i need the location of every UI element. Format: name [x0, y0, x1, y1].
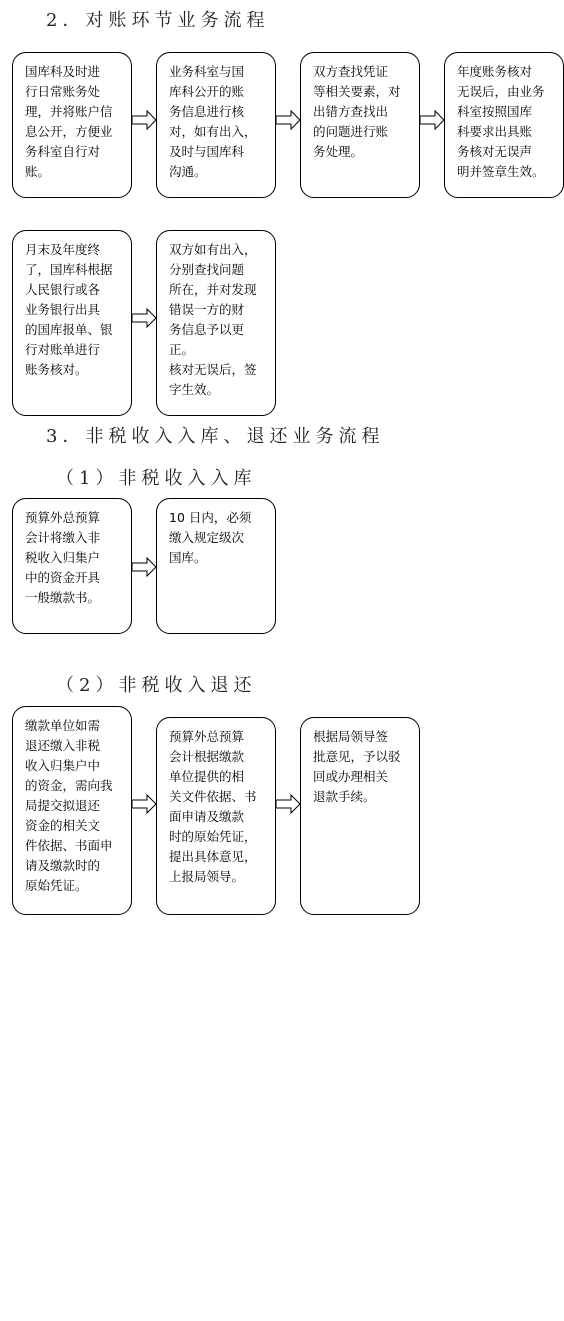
section-2-heading: 2．对账环节业务流程 [46, 10, 270, 31]
flow-step-text: 缴款单位如需 退还缴入非税 收入归集户中 的资金，需向我 局提交拟退还 资金的相关文 件依据、书面申 请及缴款时的 原始凭证。 [25, 718, 113, 893]
subsection-2-heading: （2）非税收入退还 [56, 675, 257, 696]
flow-step-box [156, 230, 276, 416]
section-3-heading: 3．非税收入入库、退还业务流程 [46, 426, 385, 447]
flow-arrow-icon [131, 793, 157, 815]
flow-step-box [12, 498, 132, 634]
flow-arrow-icon [131, 307, 157, 329]
flow-step-box [156, 717, 276, 915]
flow-step-text: 业务科室与国 库科公开的账 务信息进行核 对，如有出入， 及时与国库科 沟通。 [169, 64, 257, 179]
flow-step-text: 月末及年度终 了，国库科根据 人民银行或各 业务银行出具 的国库报单、银 行对账单进行 账务核对。 [25, 242, 113, 377]
flow-step-box [12, 706, 132, 915]
flow-step-box [156, 52, 276, 198]
flow-step-box [12, 52, 132, 198]
flow-step-box [300, 717, 420, 915]
flow-arrow-icon [131, 556, 157, 578]
flow-step-box [12, 230, 132, 416]
flow-step-text: 年度账务核对 无误后，由业务 科室按照国库 科要求出具账 务核对无误声 明并签章生效。 [457, 64, 545, 179]
flow-step-text: 国库科及时进 行日常账务处 理，并将账户信 息公开，方便业 务科室自行对 账。 [25, 64, 113, 179]
flow-step-text: 预算外总预算 会计将缴入非 税收入归集户 中的资金开具 一般缴款书。 [25, 510, 101, 605]
flow-step-text: 预算外总预算 会计根据缴款 单位提供的相 关文件依据、书 面申请及缴款 时的原始凭证， 提出具体意见， 上报局领导。 [169, 729, 257, 884]
flow-step-box [300, 52, 420, 198]
flow-step-text: 10 日内，必须 缴入规定级次 国库。 [169, 510, 252, 565]
subsection-1-heading: （1）非税收入入库 [56, 468, 257, 489]
flow-step-text: 双方如有出入， 分别查找问题 所在，并对发现 错误一方的财 务信息予以更 正。 核对无误后，签 字生效。 [169, 242, 257, 397]
flow-arrow-icon [419, 109, 445, 131]
flow-arrow-icon [275, 109, 301, 131]
flow-arrow-icon [131, 109, 157, 131]
flow-step-text: 根据局领导签 批意见，予以驳 回或办理相关 退款手续。 [313, 729, 401, 804]
flow-arrow-icon [275, 793, 301, 815]
flow-step-box [444, 52, 564, 198]
flow-step-text: 双方查找凭证 等相关要素，对 出错方查找出 的问题进行账 务处理。 [313, 64, 401, 159]
flow-step-box [156, 498, 276, 634]
